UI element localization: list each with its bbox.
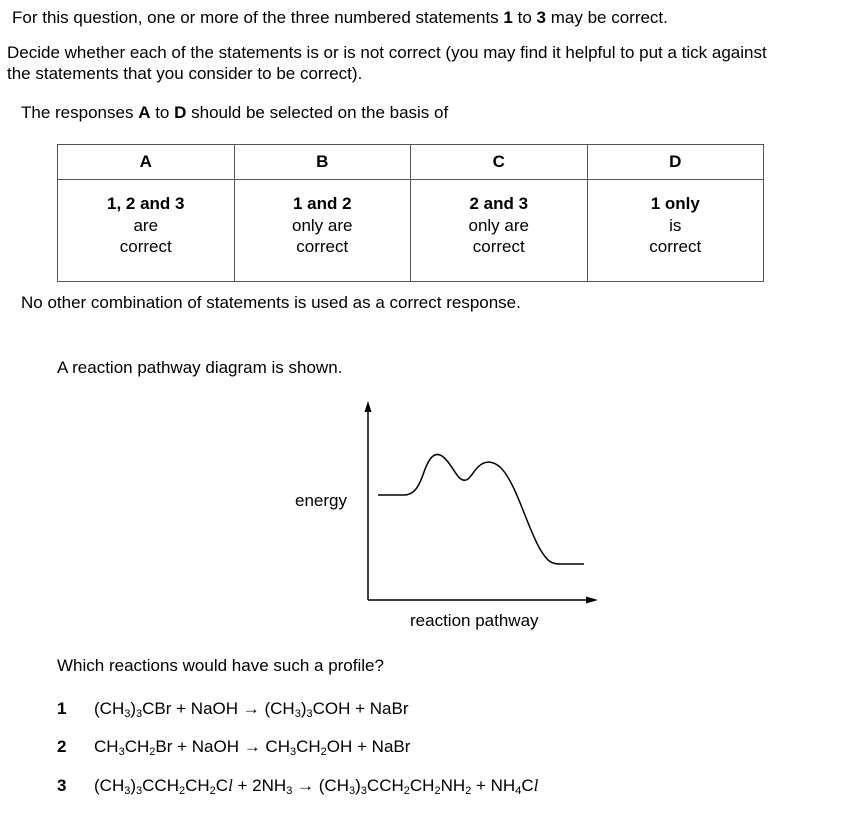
statement-number: 1 [57,699,67,718]
response-text: correct [472,237,525,256]
statement-number: 3 [57,776,67,795]
y-axis-label: energy [295,491,347,510]
response-statements: 2 and 3 [469,194,529,213]
question-prompt: Which reactions would have such a profile? [57,656,384,675]
y-axis-arrow-icon [365,401,372,412]
statement-1-equation: $(CH_3)_3CBr$ + NaOH → $(CH_3)_3COH$ + NaBr [94,699,409,720]
response-letter: B [234,145,411,180]
x-axis-label: reaction pathway [410,611,539,630]
statement-3-equation: $(CH_3)_3CCH_2CH_2Cl + 2NH_3 \to (CH_3)_3CCH_2CH_2NH_2 + NH_4Cl$ [94,776,539,797]
y-axis [365,401,372,600]
energy-profile-curve [378,454,584,564]
response-letter: C [411,145,588,180]
question-intro: A reaction pathway diagram is shown. [57,358,343,377]
statement-number-ref: 1 [503,8,513,27]
statement-number-ref: 3 [536,8,546,27]
intro-line-3: the statements that you consider to be correct). [7,64,363,83]
intro-text: to [155,103,170,122]
intro-text: may be correct. [550,8,668,27]
intro-text: For this [12,8,69,27]
response-text: correct [649,237,702,256]
response-letter-ref: A [138,103,151,122]
response-statements: 1 and 2 [292,194,352,213]
response-text: correct [296,237,349,256]
statement-number: 2 [57,737,67,756]
intro-text: The responses [21,103,134,122]
response-text: correct [119,237,172,256]
intro-text: question, one or more of the three numbered statements [73,8,499,27]
response-letter: A [58,145,235,180]
response-text: only are [468,215,529,235]
response-text: are [133,215,159,235]
no-other-combination-note: No other combination of statements is used as a correct response. [21,293,521,312]
response-letter: D [587,145,764,180]
response-statements: 1, 2 and 3 [107,194,185,213]
response-statements: 1 only [650,194,700,213]
x-axis [368,597,598,604]
statement-2-equation: $CH_3CH_2Br$ + NaOH → $CH_3CH_2OH$ + NaBr [94,737,411,758]
response-text: only are [292,215,353,235]
intro-text: should be selected on the basis of [191,103,449,122]
intro-text: to [517,8,532,27]
response-text: is [669,215,682,235]
response-letter-ref: D [174,103,187,122]
intro-line-2: Decide whether each of the statements is or is not correct (you may find it helpful to put a tick against [7,43,767,62]
x-axis-arrow-icon [586,597,598,604]
